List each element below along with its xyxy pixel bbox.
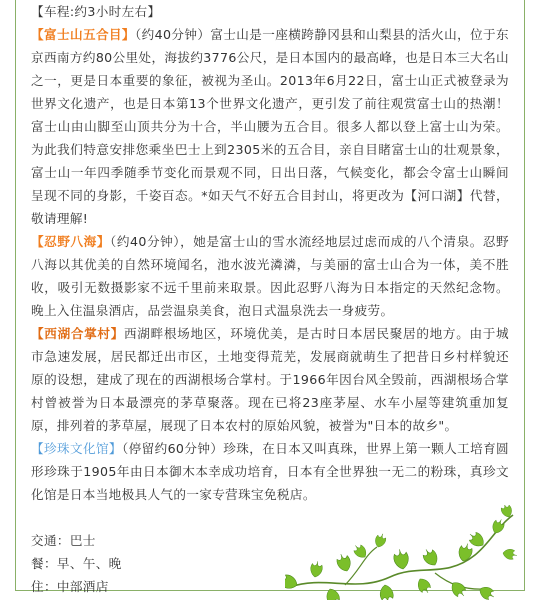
section-pearl-museum [31, 437, 509, 506]
info-meals: 餐：早、午、晚 [31, 556, 122, 571]
info-hotel: 住：中部酒店 [31, 579, 109, 594]
info-transport: 交通：巴士 [31, 533, 96, 548]
text-pearl-museum: （停留约60分钟）珍珠，在日本又叫真珠，世界上第一颗人工培育圆形珍珠于1905年由日本御木本幸成功培育，日本有全世界独一无二的粉珠，真珍文化馆是日本当地极具人气的一家专营珠宝免税店。 [31, 441, 509, 502]
text-saiko-village: 西湖畔根场地区，环境优美，是古时日本居民聚居的地方。由于城市急速发展，居民都迁出市区，土地变得荒芜，发展商就萌生了把昔日乡村样貌还原的设想，建成了现在的西湖根场合掌村。于1966年因台风全毁前，西湖根场合掌村曾被誉为日本最漂亮的茅草聚落。现在已将23座茅屋、水车小屋等建筑重加复原，排列着的茅草屋，展现了日本农村的原始风貌，被誉为"日本的故乡"。 [31, 326, 509, 433]
ivy-vine-icon [285, 505, 520, 600]
text-oshino-hakkai: （约40分钟），她是富士山的雪水流经地层过虑而成的八个清泉。忍野八海以其优美的自然环境闻名，池水波光潾潾，与美丽的富士山合为一体，美不胜收，吸引无数摄影家不远千里前来取景。因此忍野八海为日本指定的天然纪念物。晚上入住温泉酒店，品尝温泉美食，泡日式温泉洗去一身疲劳。 [31, 234, 509, 318]
text-fuji-fifth-station: （约40分钟）富士山是一座横跨静冈县和山梨县的活火山，位于东京西南方约80公里处，海拔约3776公尺，是日本国内的最高峰，也是日本三大名山之一，更是日本重要的象征，被视为圣山。2013年6月22日，富士山正式被登录为世界文化遗产，也是日本第13个世界文化遗产，更引发了前往观赏富士山的热潮！富士山由山脚至山顶共分为十合，半山腰为五合目。很多人都以登上富士山为荣。为此我们特意安排您乘坐巴士上到2305米的五合目，亲自目睹富士山的壮观景象，富士山一年四季随季节变化而景观不同，日出日落，气候变化，都会令富士山瞬间呈现不同的身影，千姿百态。*如天气不好五合目封山，将更改为【河口湖】代替，敬请理解! [31, 27, 509, 226]
tag-oshino-hakkai: 【忍野八海】 [31, 234, 110, 249]
tag-pearl-museum: 【珍珠文化馆】 [31, 441, 122, 456]
tag-fuji-fifth-station: 【富士山五合目】 [31, 27, 135, 42]
section-saiko-village [31, 322, 509, 437]
tag-saiko-village: 【西湖合掌村】 [31, 326, 125, 341]
travel-time-header: 【车程:约3小时左右】 [31, 4, 161, 19]
section-oshino-hakkai [31, 230, 509, 322]
section-fuji-fifth-station [31, 23, 509, 230]
